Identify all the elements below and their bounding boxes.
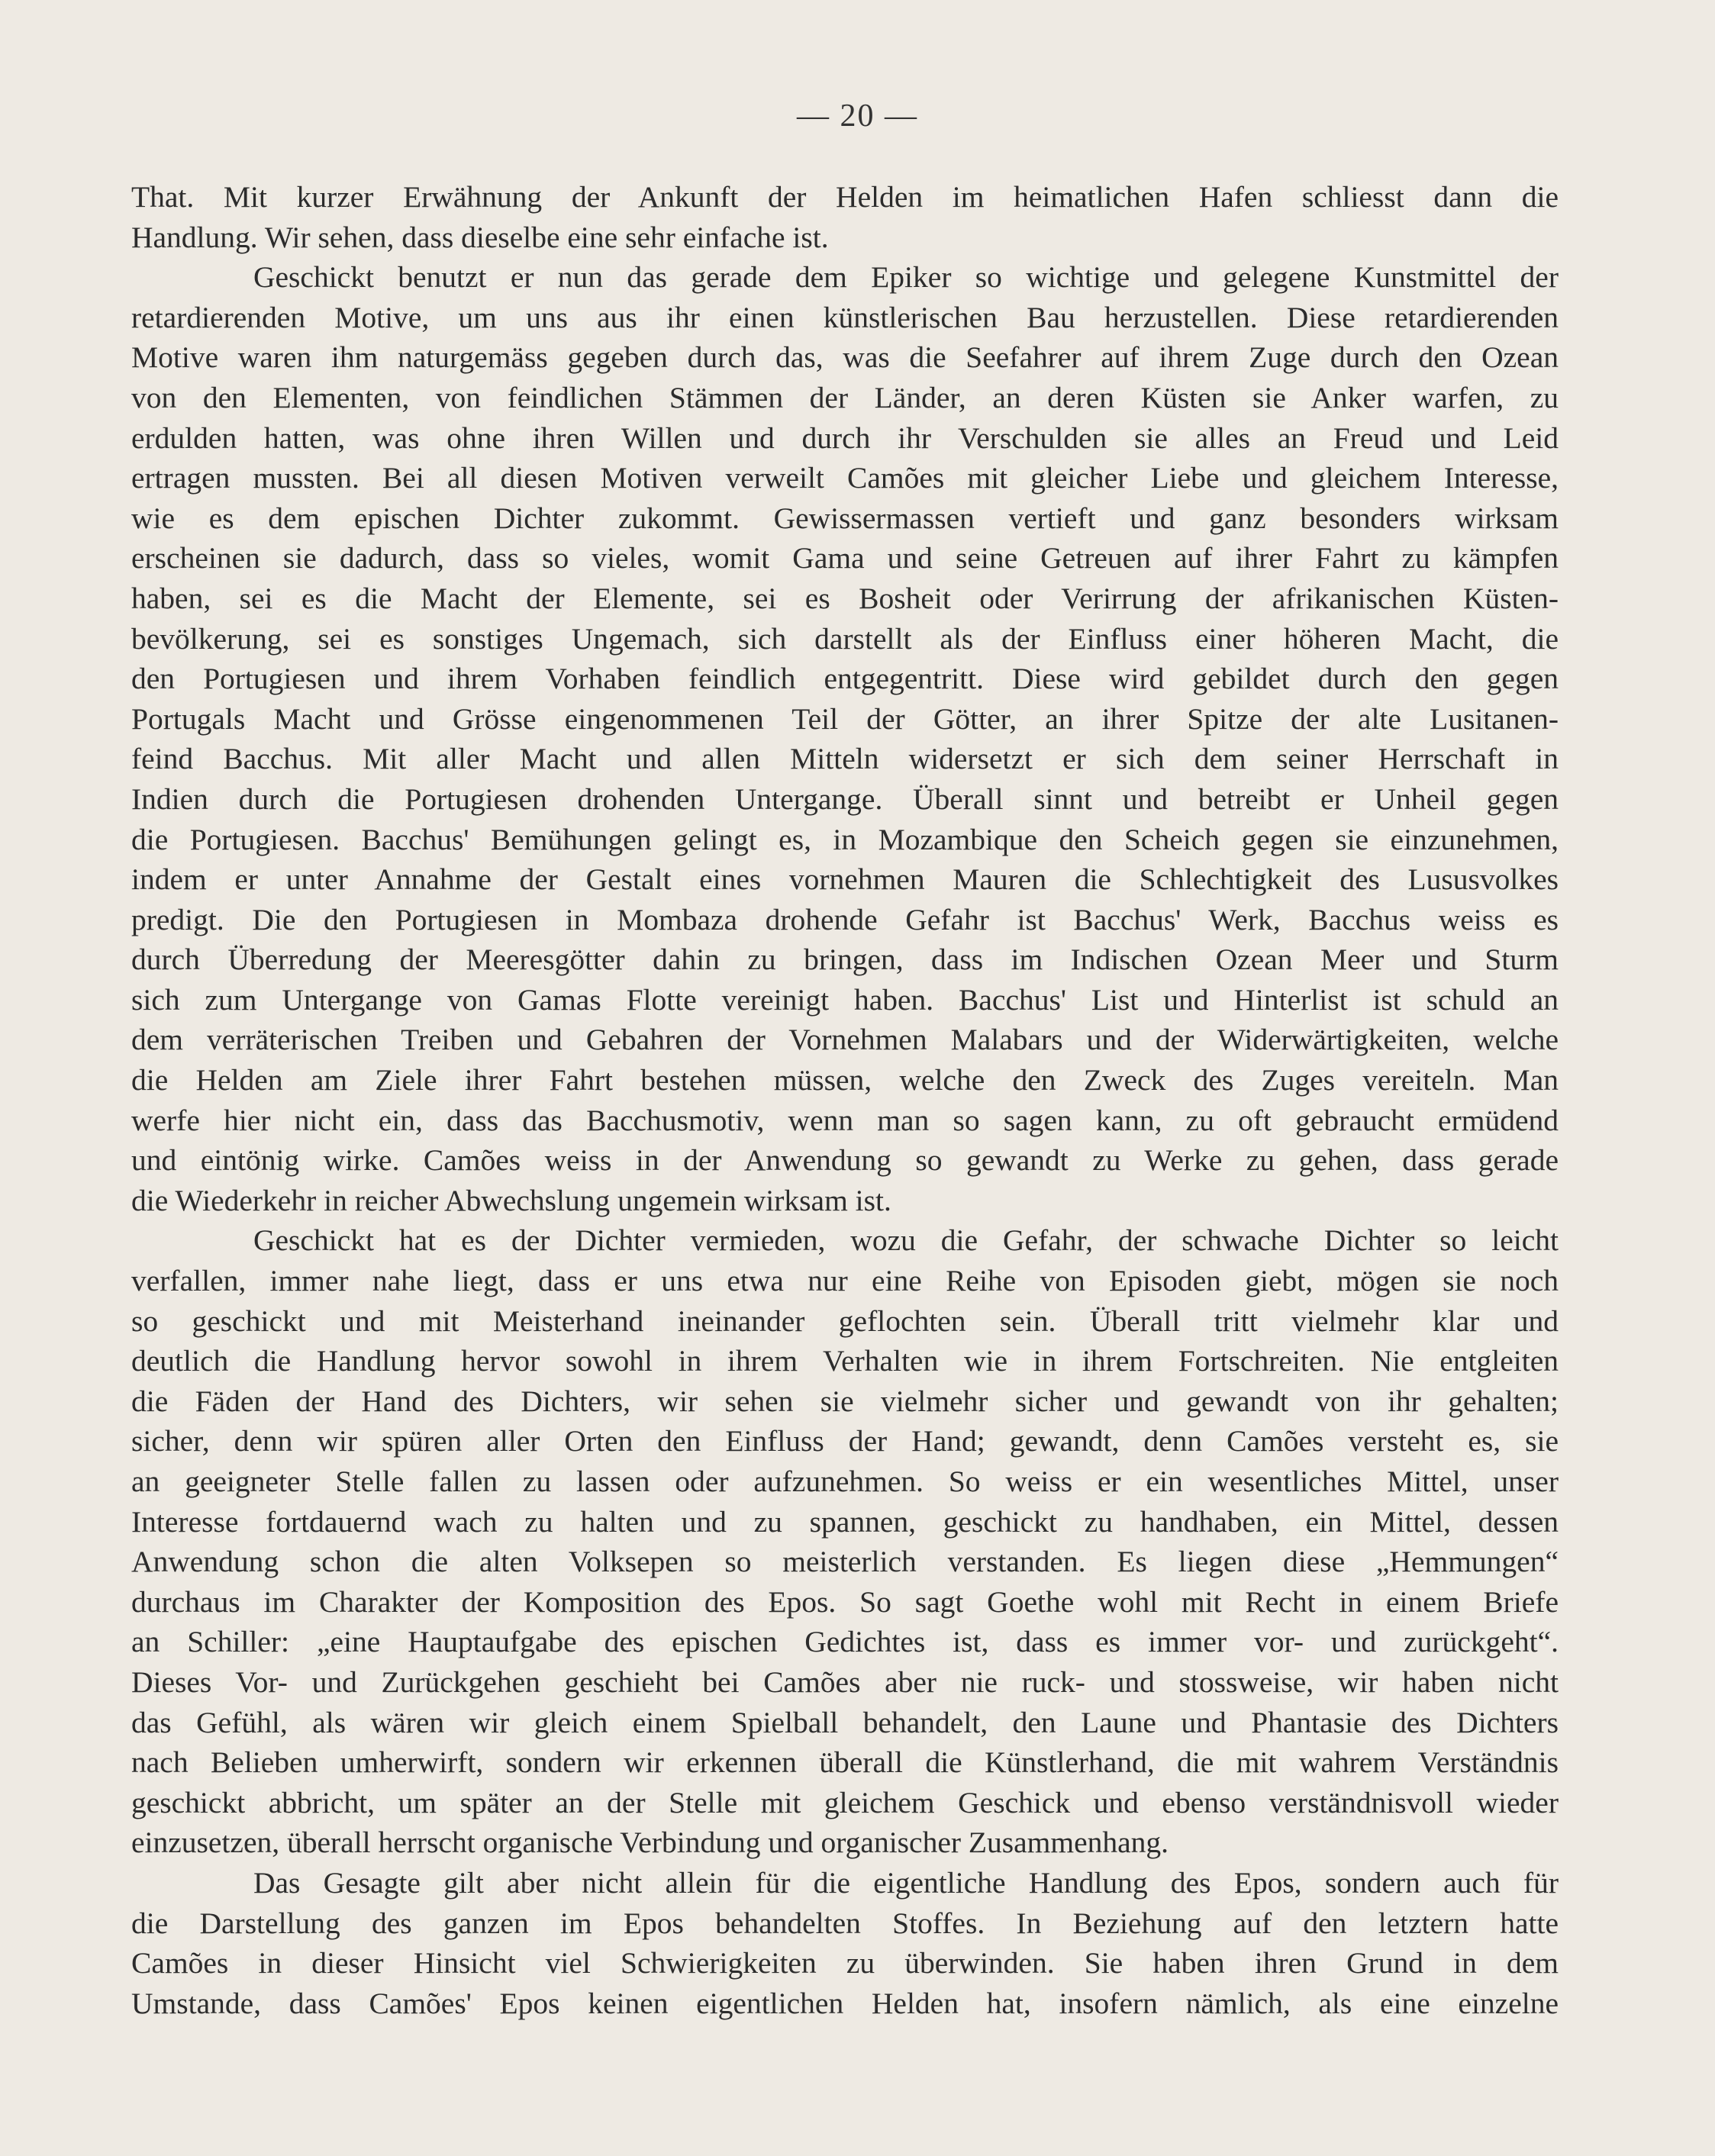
text-line: Interesse fortdauernd wach zu halten und zu spannen, geschickt zu handhaben, ein Mittel, dessen	[131, 1504, 1559, 1539]
text-line: Handlung. Wir sehen, dass dieselbe eine sehr einfache ist.	[131, 220, 829, 254]
text-line: erscheinen sie dadurch, dass so vieles, womit Gama und seine Getreuen auf ihrer Fahrt zu kämpfen	[131, 541, 1559, 575]
text-line: haben, sei es die Macht der Elemente, sei es Bosheit oder Verirrung der afrikanischen Küsten-	[131, 581, 1559, 615]
text-line: einzusetzen, überall herrscht organische Verbindung und organischer Zusammenhang.	[131, 1826, 1169, 1860]
text-line: Camões in dieser Hinsicht viel Schwierigkeiten zu überwinden. Sie haben ihren Grund in dem	[131, 1946, 1559, 1980]
text-line: so geschickt und mit Meisterhand ineinander geflochten sein. Überall tritt vielmehr klar und	[131, 1304, 1559, 1338]
text-line: dem verräterischen Treiben und Gebahren der Vornehmen Malabars und der Widerwärtigkeiten, welche	[131, 1023, 1559, 1057]
text-line: den Portugiesen und ihrem Vorhaben feindlich entgegentritt. Diese wird gebildet durch den gegen	[131, 662, 1559, 696]
text-line: das Gefühl, als wären wir gleich einem Spielball behandelt, den Laune und Phantasie des Dichters	[131, 1705, 1559, 1739]
text-line: nach Belieben umherwirft, sondern wir erkennen überall die Künstlerhand, die mit wahrem Verständnis	[131, 1745, 1559, 1780]
text-line: Umstande, dass Camões' Epos keinen eigentlichen Helden hat, insofern nämlich, als eine einzelne	[131, 1986, 1559, 2020]
text-line: die Portugiesen. Bacchus' Bemühungen gelingt es, in Mozambique den Scheich gegen sie einzunehmen,	[131, 822, 1559, 856]
text-line: an geeigneter Stelle fallen zu lassen oder aufzunehmen. So weiss er ein wesentliches Mittel, unser	[131, 1465, 1559, 1498]
text-line: die Darstellung des ganzen im Epos behandelten Stoffes. In Beziehung auf den letztern hatte	[131, 1906, 1559, 1940]
text-line: verfallen, immer nahe liegt, dass er uns etwa nur eine Reihe von Episoden giebt, mögen sie noch	[131, 1264, 1559, 1298]
text-line: sich zum Untergange von Gamas Flotte vereinigt haben. Bacchus' List und Hinterlist ist schuld an	[131, 982, 1559, 1017]
text-line: an Schiller: „eine Hauptaufgabe des epischen Gedichtes ist, dass es immer vor- und zurückgeht“.	[131, 1625, 1559, 1659]
text-line: die Helden am Ziele ihrer Fahrt bestehen müssen, welche den Zweck des Zuges vereiteln. Man	[131, 1063, 1559, 1097]
text-line: Das Gesagte gilt aber nicht allein für die eigentliche Handlung des Epos, sondern auch für	[253, 1865, 1559, 1900]
text-line: die Fäden der Hand des Dichters, wir sehen sie vielmehr sicher und gewandt von ihr gehalten;	[131, 1384, 1559, 1418]
text-line: feind Bacchus. Mit aller Macht und allen Mitteln widersetzt er sich dem seiner Herrschaft in	[131, 742, 1559, 776]
text-line: predigt. Die den Portugiesen in Mombaza drohende Gefahr ist Bacchus' Werk, Bacchus weiss es	[131, 902, 1559, 936]
body-text	[131, 177, 1559, 2023]
text-line: Geschickt hat es der Dichter vermieden, wozu die Gefahr, der schwache Dichter so leicht	[253, 1223, 1559, 1258]
text-line: Anwendung schon die alten Volksepen so meisterlich verstanden. Es liegen diese „Hemmungen“	[131, 1545, 1559, 1579]
text-line: werfe hier nicht ein, dass das Bacchusmotiv, wenn man so sagen kann, zu oft gebraucht ermüdend	[131, 1103, 1559, 1137]
text-line: durch Überredung der Meeresgötter dahin zu bringen, dass im Indischen Ozean Meer und Sturm	[131, 943, 1559, 977]
text-line: bevölkerung, sei es sonstiges Ungemach, sich darstellt als der Einfluss einer höheren Macht, die	[131, 621, 1559, 656]
text-line: die Wiederkehr in reicher Abwechslung ungemein wirksam ist.	[131, 1183, 891, 1217]
text-line: ertragen mussten. Bei all diesen Motiven verweilt Camões mit gleicher Liebe und gleichem Interesse,	[131, 461, 1559, 495]
page-number: — 20 —	[797, 98, 918, 134]
text-line: deutlich die Handlung hervor sowohl in ihrem Verhalten wie in ihrem Fortschreiten. Nie entgleiten	[131, 1344, 1559, 1378]
text-line: Geschickt benutzt er nun das gerade dem Epiker so wichtige und gelegene Kunstmittel der	[253, 260, 1559, 295]
text-line: sicher, denn wir spüren aller Orten den Einfluss der Hand; gewandt, denn Camões versteht es, sie	[131, 1424, 1559, 1458]
text-line: indem er unter Annahme der Gestalt eines vornehmen Mauren die Schlechtigkeit des Lususvolkes	[131, 862, 1559, 897]
text-line: Indien durch die Portugiesen drohenden Untergange. Überall sinnt und betreibt er Unheil gegen	[131, 782, 1559, 816]
text-line: Dieses Vor- und Zurückgehen geschieht bei Camões aber nie ruck- und stossweise, wir haben nicht	[131, 1665, 1559, 1699]
text-line: wie es dem epischen Dichter zukommt. Gewissermassen vertieft und ganz besonders wirksam	[131, 501, 1559, 535]
text-line: und eintönig wirke. Camões weiss in der Anwendung so gewandt zu Werke zu gehen, dass gerade	[131, 1143, 1559, 1178]
text-line: geschickt abbricht, um später an der Stelle mit gleichem Geschick und ebenso verständnisvoll wieder	[131, 1785, 1559, 1819]
text-line: Portugals Macht und Grösse eingenommenen Teil der Götter, an ihrer Spitze der alte Lusitanen-	[131, 701, 1559, 736]
text-line: von den Elementen, von feindlichen Stämmen der Länder, an deren Küsten sie Anker warfen, zu	[131, 380, 1559, 414]
text-line: erdulden hatten, was ohne ihren Willen und durch ihr Verschulden sie alles an Freud und Leid	[131, 421, 1559, 455]
text-line: durchaus im Charakter der Komposition des Epos. So sagt Goethe wohl mit Recht in einem Briefe	[131, 1584, 1559, 1619]
text-line: That. Mit kurzer Erwähnung der Ankunft der Helden im heimatlichen Hafen schliesst dann die	[131, 180, 1559, 214]
text-line: Motive waren ihm naturgemäss gegeben durch das, was die Seefahrer auf ihrem Zuge durch den Ozean	[131, 340, 1559, 375]
text-line: retardierenden Motive, um uns aus ihr einen künstlerischen Bau herzustellen. Diese retardierenden	[131, 300, 1559, 334]
